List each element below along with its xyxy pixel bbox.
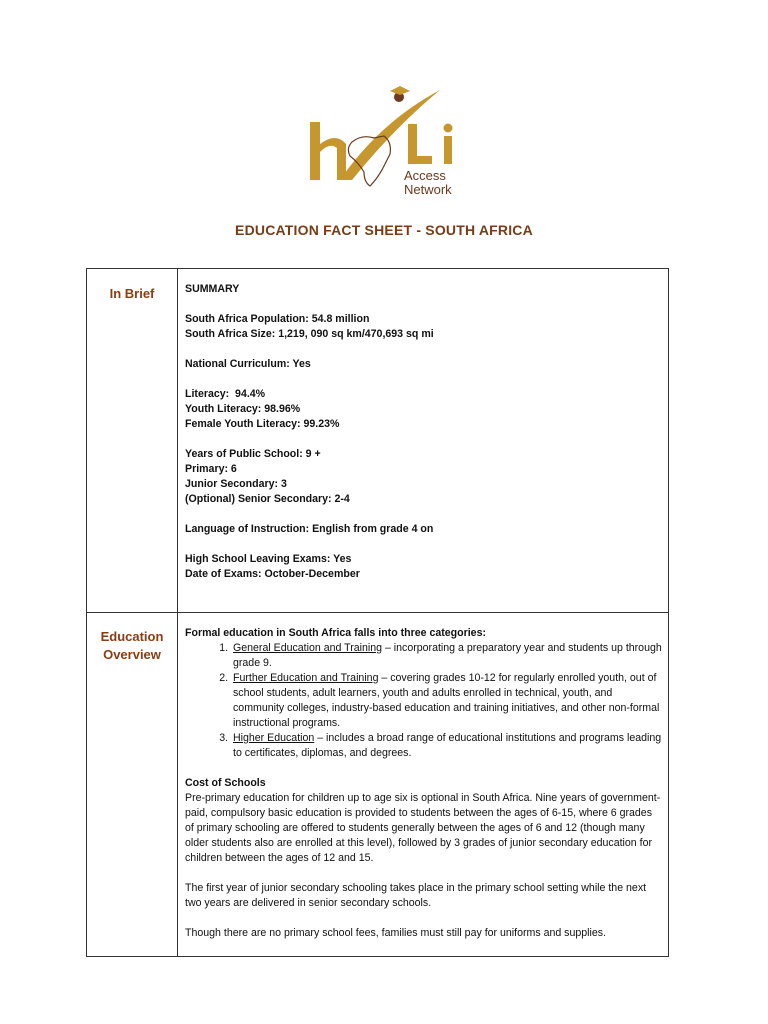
- logo-letter-i-stem: [444, 136, 452, 164]
- logo-letter-h-arch: [320, 138, 346, 180]
- cost-heading: Cost of Schools: [185, 777, 266, 789]
- in-brief-row: [87, 269, 669, 613]
- in-brief-label: In Brief: [87, 269, 178, 613]
- youth-literacy-line: Youth Literacy: 98.96%: [185, 403, 301, 415]
- size-line: South Africa Size: 1,219, 090 sq km/470,693 sq mi: [185, 328, 434, 340]
- junior-secondary-line: Junior Secondary: 3: [185, 478, 287, 490]
- education-overview-label-line2: Overview: [103, 647, 161, 662]
- primary-line: Primary: 6: [185, 463, 237, 475]
- summary-heading: SUMMARY: [185, 283, 240, 295]
- cost-paragraph-2: The first year of junior secondary schooling takes place in the primary school setting while the next two years are delivered in senior secondary schools.: [185, 882, 647, 909]
- language-line: Language of Instruction: English from grade 4 on: [185, 523, 434, 535]
- category-name: Further Education and Training: [233, 672, 379, 684]
- logo-tagline-access: Access: [404, 168, 446, 183]
- education-overview-label-line1: Education: [100, 629, 164, 644]
- category-name: General Education and Training: [233, 642, 383, 654]
- logo-letter-i-dot: [444, 124, 453, 133]
- graduation-cap-icon: [390, 86, 410, 95]
- logo-letter-l-base: [408, 156, 432, 164]
- in-brief-content: [178, 269, 669, 613]
- category-desc: – incorporating a preparatory year and students up through grade 9.: [233, 642, 662, 669]
- cost-paragraph-3: Though there are no primary school fees, families must still pay for uniforms and supplies.: [185, 927, 606, 939]
- female-youth-literacy-line: Female Youth Literacy: 99.23%: [185, 418, 340, 430]
- senior-secondary-line: (Optional) Senior Secondary: 2-4: [185, 493, 350, 505]
- years-public-school-line: Years of Public School: 9 +: [185, 448, 321, 460]
- category-name: Higher Education: [233, 732, 315, 744]
- list-item: [231, 641, 662, 671]
- cost-paragraph-1: Pre-primary education for children up to age six is optional in South Africa. Nine years of government-paid, compulsory basic education is provided to students between the ages of 6-15, where 6 grades of primary schooling are offered to students generally between the ages of 6 and 12 (though many older students also are enrolled at this level), followed by 3 grades of junior secondary education for children between the ages of 12 and 15.: [185, 792, 661, 864]
- overview-intro: Formal education in South Africa falls into three categories:: [185, 627, 486, 639]
- curriculum-line: National Curriculum: Yes: [185, 358, 311, 370]
- list-item: [231, 731, 662, 761]
- document-title: EDUCATION FACT SHEET - SOUTH AFRICA: [235, 222, 533, 238]
- logo-letter-h-stem: [310, 122, 320, 180]
- education-categories-list: [185, 641, 662, 761]
- fact-table: [86, 268, 669, 957]
- category-desc: – includes a broad range of educational institutions and programs leading to certificates, diplomas, and degrees.: [233, 732, 662, 759]
- logo-tagline-network: Network: [404, 182, 452, 197]
- list-item: [231, 671, 662, 731]
- exams-line: High School Leaving Exams: Yes: [185, 553, 352, 565]
- exam-dates-line: Date of Exams: October-December: [185, 568, 360, 580]
- education-overview-label: [87, 613, 178, 957]
- logo-swoosh: [340, 90, 440, 180]
- hali-logo-graphic: [300, 82, 470, 200]
- category-desc: – covering grades 10-12 for regularly enrolled youth, out of school students, adult learners, youth and adults enrolled in technical, youth, and community colleges, industry-based education and training initiatives, and other non-formal instructional programs.: [233, 672, 660, 729]
- literacy-line: Literacy: 94.4%: [185, 388, 266, 400]
- education-overview-content: [178, 613, 669, 957]
- hali-logo: [300, 82, 470, 200]
- population-line: South Africa Population: 54.8 million: [185, 313, 370, 325]
- education-overview-row: [87, 613, 669, 957]
